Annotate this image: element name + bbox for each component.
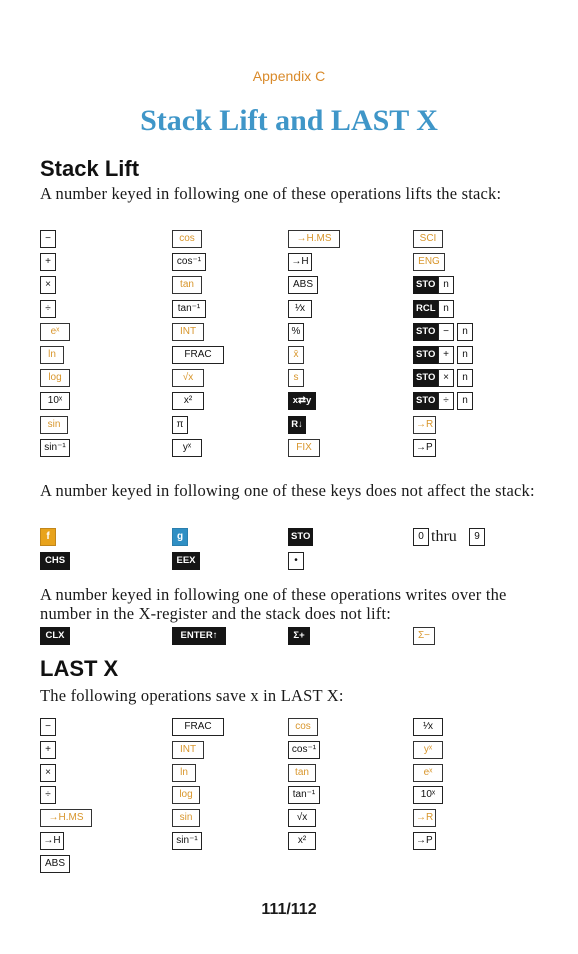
key-symbol: × bbox=[438, 369, 454, 387]
key-symbol: π bbox=[172, 416, 188, 434]
key-symbol: + bbox=[40, 253, 56, 271]
last-x-heading: LAST X bbox=[40, 656, 119, 681]
key-n: n bbox=[457, 346, 473, 364]
key-symbol: Σ+ bbox=[288, 627, 310, 645]
key-n: n bbox=[438, 300, 454, 318]
key-h-ms: →H.MS bbox=[40, 809, 92, 827]
key-ln: ln bbox=[40, 346, 64, 364]
key-n: n bbox=[457, 392, 473, 410]
thru-text: thru bbox=[431, 528, 457, 545]
key-g: g bbox=[172, 528, 188, 546]
key-sin: sin bbox=[40, 416, 68, 434]
key-n: n bbox=[457, 323, 473, 341]
key-abs: ABS bbox=[40, 855, 70, 873]
key-e: eˣ bbox=[413, 764, 443, 782]
key-symbol: × bbox=[40, 276, 56, 294]
key-sto: STO bbox=[413, 369, 438, 387]
key-p: →P bbox=[413, 439, 436, 457]
key-y: yˣ bbox=[172, 439, 202, 457]
key-cos: cos bbox=[172, 230, 202, 248]
key-symbol: ÷ bbox=[40, 300, 56, 318]
key-symbol: − bbox=[40, 230, 56, 248]
key-r: R↓ bbox=[288, 416, 306, 434]
key-tan: tan⁻¹ bbox=[288, 786, 320, 804]
key-symbol: − bbox=[40, 718, 56, 736]
key-symbol: − bbox=[438, 323, 454, 341]
key-0: 0 bbox=[413, 528, 429, 546]
stack-lift-heading: Stack Lift bbox=[40, 156, 140, 181]
key-rcl: RCL bbox=[413, 300, 439, 318]
key-h-ms: →H.MS bbox=[288, 230, 340, 248]
no-effect-intro: A number keyed in following one of these keys does not affect the stack: bbox=[40, 481, 535, 500]
key-x: x̄ bbox=[288, 346, 304, 364]
key-n: n bbox=[457, 369, 473, 387]
key-sto: STO bbox=[413, 276, 438, 294]
page-number: 111/112 bbox=[261, 901, 317, 918]
key-x: √x bbox=[172, 369, 204, 387]
key-n: n bbox=[438, 276, 454, 294]
key-symbol: ÷ bbox=[40, 786, 56, 804]
key-sin: sin bbox=[172, 809, 200, 827]
key-sto: STO bbox=[413, 346, 438, 364]
key-h: →H bbox=[288, 253, 312, 271]
key-symbol: Σ− bbox=[413, 627, 435, 645]
key-s: s bbox=[288, 369, 304, 387]
key-r: →R bbox=[413, 416, 436, 434]
key-tan: tan⁻¹ bbox=[172, 300, 206, 318]
key-eex: EEX bbox=[172, 552, 200, 570]
key-x: ¹⁄x bbox=[413, 718, 443, 736]
key-cos: cos bbox=[288, 718, 318, 736]
key-e: eˣ bbox=[40, 323, 70, 341]
key-symbol: ÷ bbox=[438, 392, 454, 410]
key-symbol: • bbox=[288, 552, 304, 570]
key-sin: sin⁻¹ bbox=[172, 832, 202, 850]
key-symbol: + bbox=[438, 346, 454, 364]
key-log: log bbox=[40, 369, 70, 387]
key-ln: ln bbox=[172, 764, 196, 782]
last-x-intro: The following operations save x in LAST X: bbox=[40, 686, 344, 705]
stack-lift-intro: A number keyed in following one of these operations lifts the stack: bbox=[40, 184, 502, 203]
key-clx: CLX bbox=[40, 627, 70, 645]
key-symbol: × bbox=[40, 764, 56, 782]
key-chs: CHS bbox=[40, 552, 70, 570]
key-10: 10ˣ bbox=[413, 786, 443, 804]
key-int: INT bbox=[172, 323, 204, 341]
key-sci: SCI bbox=[413, 230, 443, 248]
key-frac: FRAC bbox=[172, 718, 224, 736]
key-sto: STO bbox=[288, 528, 313, 546]
key-int: INT bbox=[172, 741, 204, 759]
key-sin: sin⁻¹ bbox=[40, 439, 70, 457]
key-cos: cos⁻¹ bbox=[172, 253, 206, 271]
key-f: f bbox=[40, 528, 56, 546]
key-cos: cos⁻¹ bbox=[288, 741, 320, 759]
key-sto: STO bbox=[413, 323, 438, 341]
key-tan: tan bbox=[288, 764, 316, 782]
key-x: x² bbox=[288, 832, 316, 850]
key-9: 9 bbox=[469, 528, 485, 546]
key-x: √x bbox=[288, 809, 316, 827]
key-symbol: % bbox=[288, 323, 304, 341]
key-10: 10ˣ bbox=[40, 392, 70, 410]
key-frac: FRAC bbox=[172, 346, 224, 364]
overwrite-intro: A number keyed in following one of these operations writes over the number in the X-register and the stack does not lift: bbox=[40, 585, 507, 623]
key-x-y: x⇄y bbox=[288, 392, 316, 410]
key-r: →R bbox=[413, 809, 436, 827]
key-enter: ENTER↑ bbox=[172, 627, 226, 645]
key-tan: tan bbox=[172, 276, 202, 294]
key-symbol: + bbox=[40, 741, 56, 759]
key-eng: ENG bbox=[413, 253, 445, 271]
key-x: x² bbox=[172, 392, 204, 410]
key-x: ¹⁄x bbox=[288, 300, 312, 318]
key-h: →H bbox=[40, 832, 64, 850]
page-title: Stack Lift and LAST X bbox=[140, 104, 438, 137]
key-fix: FIX bbox=[288, 439, 320, 457]
appendix-label: Appendix C bbox=[252, 68, 326, 84]
key-abs: ABS bbox=[288, 276, 318, 294]
key-y: yˣ bbox=[413, 741, 443, 759]
key-log: log bbox=[172, 786, 200, 804]
key-p: →P bbox=[413, 832, 436, 850]
key-sto: STO bbox=[413, 392, 438, 410]
